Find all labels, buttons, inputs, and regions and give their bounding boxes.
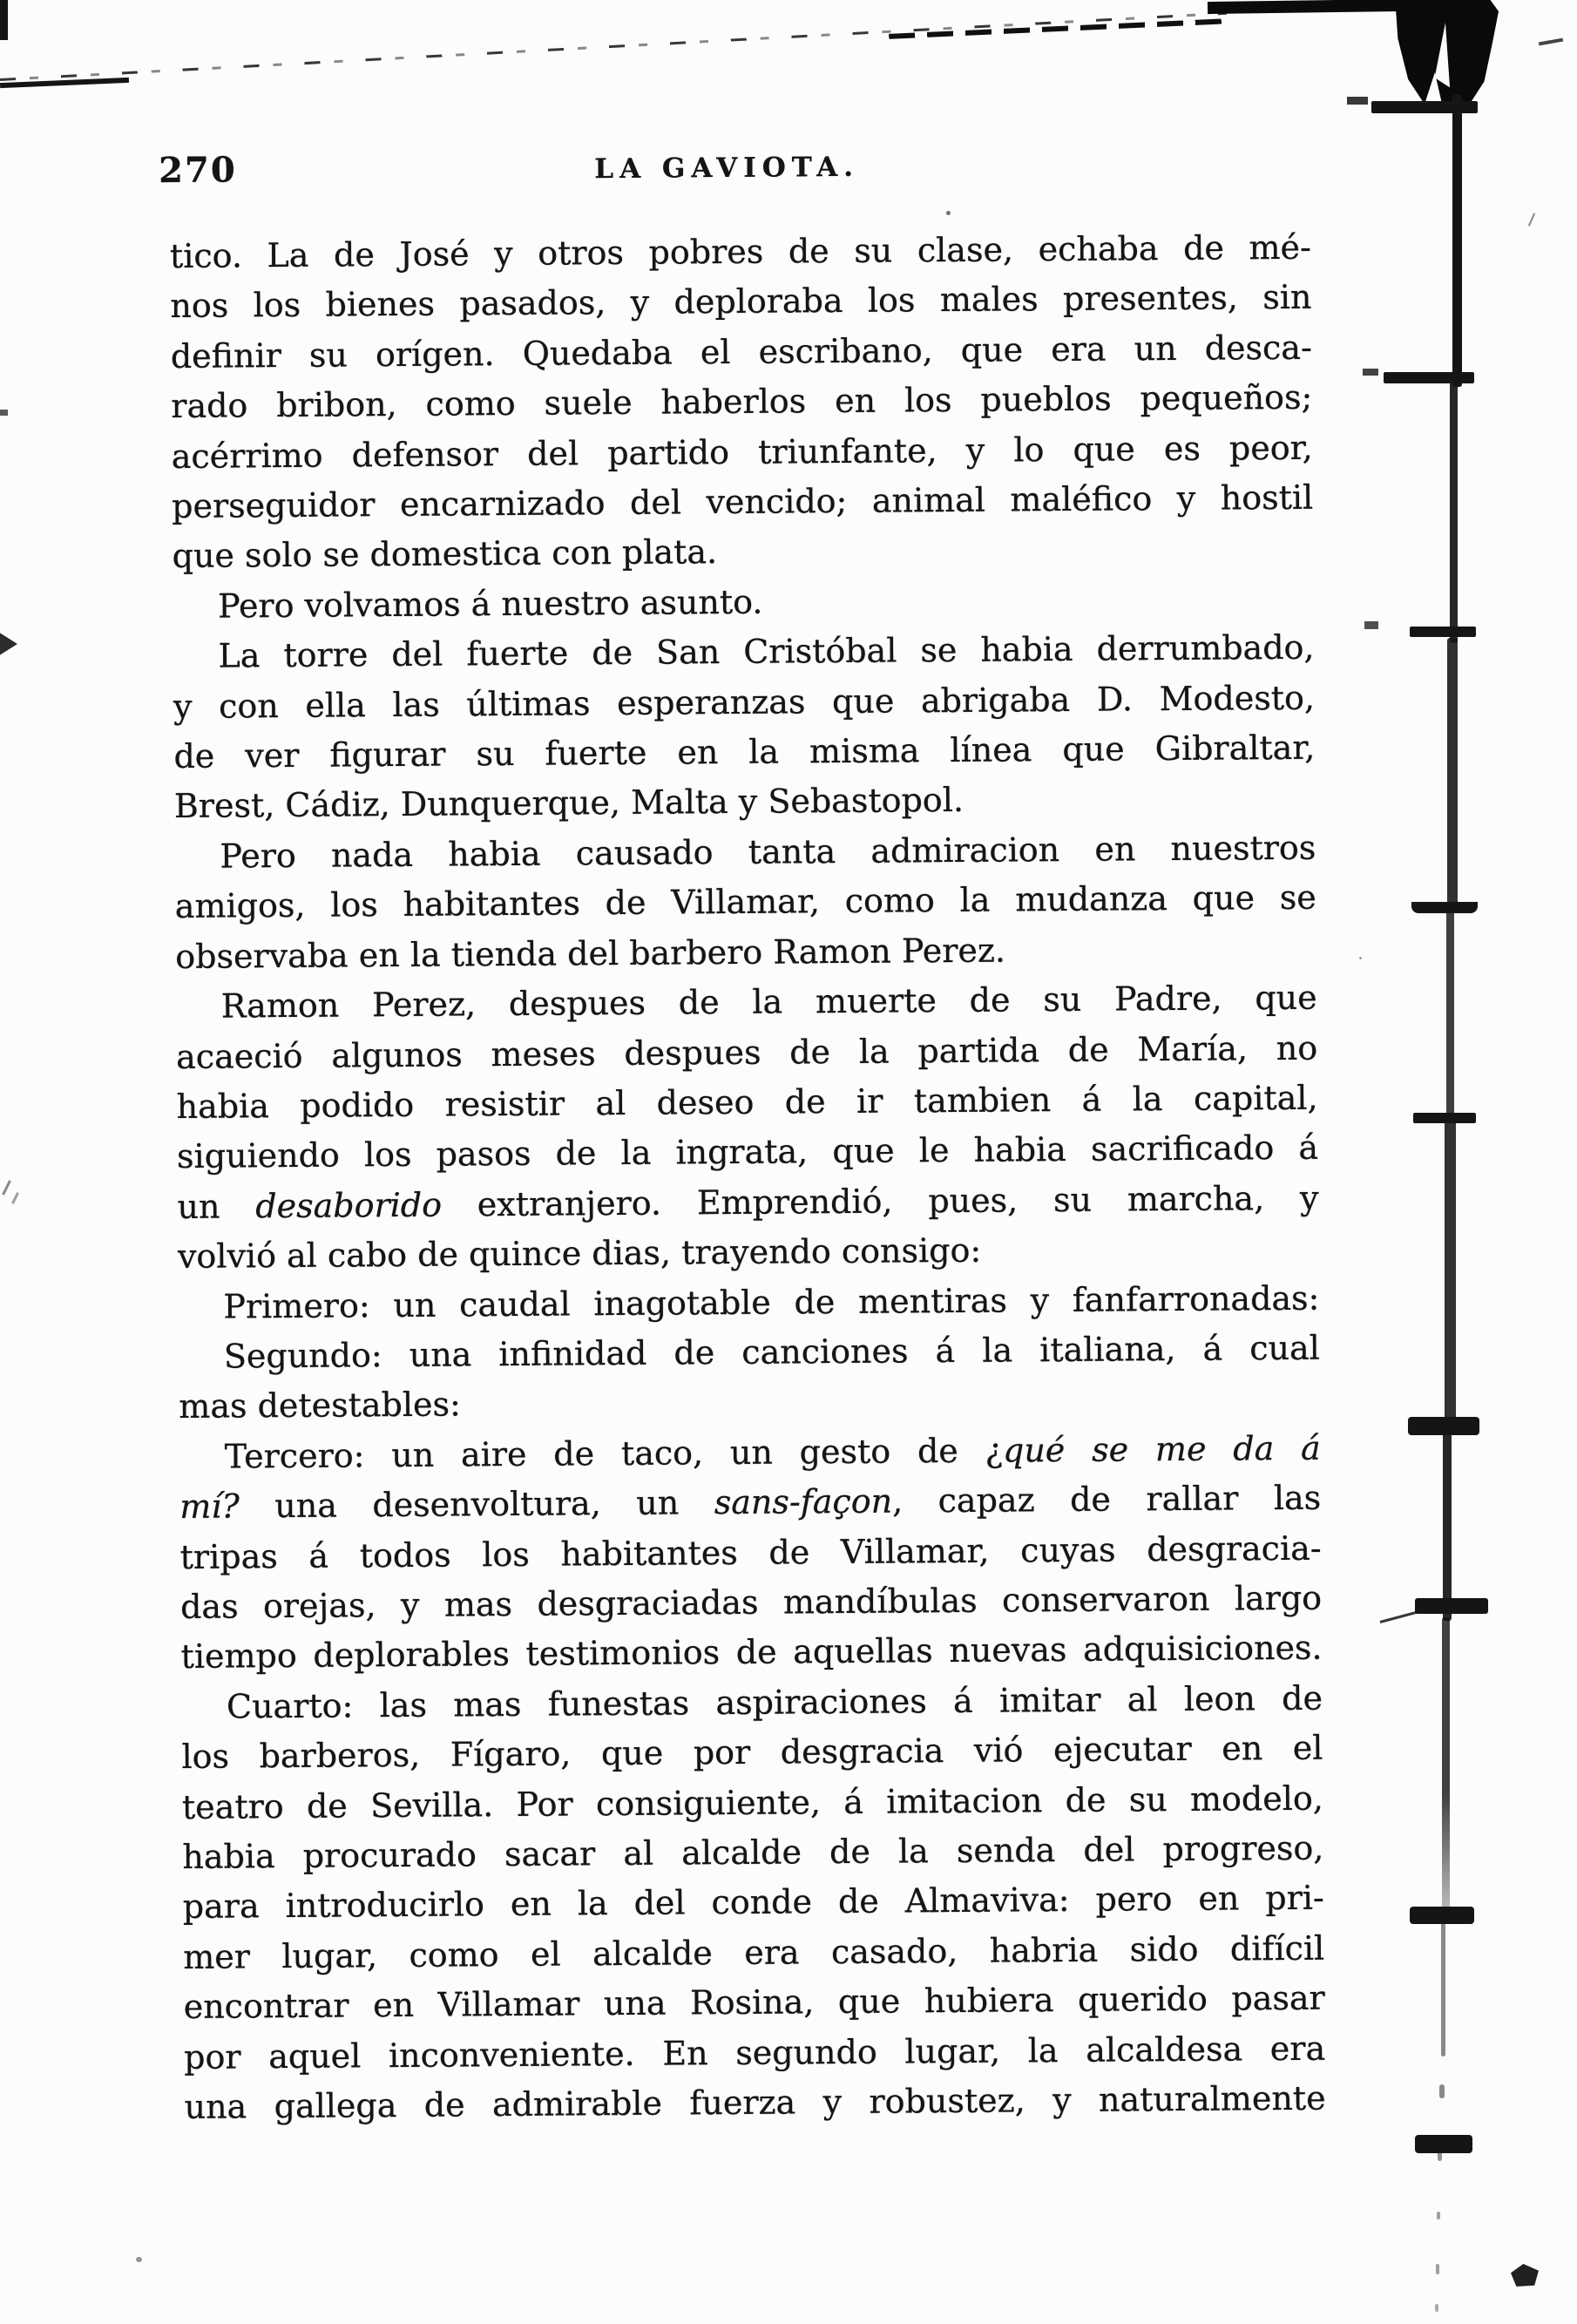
text-line — [182, 1824, 1323, 1883]
text-segment: acérrimo defensor del partido triunfante, y lo que es peor, — [171, 428, 1313, 476]
text-segment: un — [177, 1186, 256, 1226]
text-segment: Primero: un caudal inagotable de mentiras y fanfarronadas: — [223, 1278, 1320, 1326]
text-segment: que solo se domestica con plata. — [172, 532, 718, 576]
right-scratch — [1528, 213, 1535, 226]
text-segment: una gallega de admirable fuerza y robustez, y naturalmente — [184, 2078, 1326, 2126]
page-number: 270 — [158, 149, 237, 192]
left-edge-mark — [0, 0, 8, 40]
text-segment: observaba en la tienda del barbero Ramon Perez. — [175, 931, 1006, 976]
left-scratch — [2, 1180, 11, 1195]
text-line — [172, 423, 1313, 482]
text-line — [173, 573, 1314, 633]
bottom-right-blob — [1511, 2264, 1539, 2287]
text-segment: nos los bienes pasados, y deploraba los males presentes, sin — [170, 278, 1312, 326]
text-line — [179, 1324, 1320, 1383]
text-segment: Tercero: un aire de taco, un gesto de ¿ — [224, 1431, 1004, 1476]
text-line — [170, 273, 1311, 332]
text-segment: una desenvoltura, un — [239, 1483, 714, 1526]
text-line — [172, 473, 1313, 532]
text-segment: teatro de Sevilla. Por consiguiente, á imitacion de su modelo, — [181, 1779, 1324, 1826]
binding-rod-segment — [1452, 94, 1462, 387]
binding-tick — [1411, 902, 1478, 913]
text-segment: , capaz de rallar las — [891, 1478, 1322, 1521]
binding-rod-dot — [1439, 2084, 1445, 2098]
text-line — [184, 1974, 1325, 2033]
text-line — [177, 1173, 1318, 1232]
text-line — [171, 373, 1312, 432]
text-line — [184, 2023, 1325, 2083]
text-segment: extranjero. Emprendió, pues, su marcha, y — [441, 1178, 1319, 1224]
text-segment: Cuarto: las mas funestas aspiraciones á imitar al leon de — [226, 1678, 1323, 1726]
text-line — [177, 1123, 1318, 1182]
scan-speckle — [1359, 957, 1362, 959]
italic-text: mí? — [179, 1487, 240, 1527]
text-line — [176, 1074, 1317, 1133]
text-line — [172, 523, 1313, 582]
text-segment: y con ella las últimas esperanzas que abrigaba D. Modesto, — [173, 678, 1316, 726]
binding-tick — [1410, 627, 1476, 637]
text-segment: los barberos, Fígaro, que por desgracia vió ejecutar en el — [181, 1728, 1323, 1777]
left-edge-mark — [0, 410, 8, 416]
binding-rod-segment — [1450, 382, 1458, 643]
binding-rod-dot — [1437, 2212, 1440, 2219]
text-segment: Pero volvamos á nuestro asunto. — [217, 582, 763, 626]
text-segment: Segundo: una infinidad de canciones á la italiana, á cual — [223, 1328, 1321, 1376]
scan-speckle — [946, 211, 951, 215]
binding-tick-wing — [1347, 97, 1368, 105]
text-line — [173, 673, 1315, 732]
binding-tick — [1384, 372, 1474, 383]
text-segment: volvió al cabo de quince dias, trayendo consigo: — [177, 1230, 982, 1277]
text-line — [174, 773, 1316, 832]
text-line — [183, 1873, 1324, 1933]
text-segment: La torre del fuerte de San Cristóbal se habia derrumbado, — [218, 627, 1315, 675]
text-line — [180, 1623, 1322, 1683]
text-segment: Brest, Cádiz, Dunquerque, Malta y Sebastopol. — [173, 781, 964, 826]
binding-tick-wing — [1364, 621, 1378, 629]
text-segment: das orejas, y mas desgraciadas mandíbulas conservaron largo — [179, 1578, 1323, 1626]
text-line — [174, 823, 1316, 883]
running-title: LA GAVIOTA. — [594, 151, 860, 186]
binding-rod-segment — [1441, 1907, 1445, 2056]
text-line — [175, 973, 1316, 1033]
top-right-dash — [1539, 38, 1563, 46]
text-line — [170, 223, 1311, 282]
binding-tick-wing — [1363, 369, 1378, 376]
italic-text: qué se me da á — [1002, 1428, 1321, 1470]
binding-knot — [1408, 1417, 1479, 1435]
text-segment: siguiendo los pasos de la ingrata, que le habia sacrificado á — [176, 1128, 1319, 1176]
text-line — [180, 1574, 1322, 1633]
text-segment: habia procurado sacar al alcalde de la senda del progreso, — [182, 1828, 1324, 1876]
text-line — [181, 1673, 1323, 1732]
text-line — [181, 1724, 1323, 1783]
text-segment: amigos, los habitantes de Villamar, como la mudanza que se — [174, 877, 1316, 926]
scan-speckle — [136, 2257, 142, 2262]
text-line — [183, 1923, 1324, 1982]
text-line — [178, 1223, 1319, 1283]
text-segment: Ramon Perez, despues de la muerte de su Padre, que — [220, 978, 1317, 1026]
text-segment: tiempo deplorables testimonios de aquellas nuevas adquisiciones. — [180, 1629, 1323, 1677]
text-segment: tico. La de José y otros pobres de su clase, echaba de mé- — [169, 227, 1312, 275]
text-line — [179, 1373, 1320, 1433]
body-text — [170, 223, 1326, 2133]
text-segment: acaeció algunos meses despues de la partida de María, no — [175, 1028, 1318, 1076]
text-segment: mer lugar, como el alcalde era casado, habria sido difícil — [183, 1928, 1325, 1976]
text-segment: habia podido resistir al deseo de ir tambien á la capital, — [176, 1078, 1318, 1126]
text-line — [175, 923, 1316, 982]
italic-text: desaborido — [255, 1185, 443, 1225]
text-segment: por aquel inconveniente. En segundo lugar, la alcaldesa era — [184, 2029, 1326, 2077]
text-line — [179, 1523, 1321, 1582]
text-line — [171, 323, 1312, 383]
binding-rod-segment — [1445, 1119, 1456, 1422]
left-edge-arrow-mark — [0, 631, 17, 657]
text-line — [173, 623, 1314, 682]
binding-rod-segment — [1446, 903, 1454, 1122]
text-segment: tripas á todos los habitantes de Villamar, cuyas desgracia- — [179, 1528, 1322, 1576]
text-line — [182, 1773, 1323, 1833]
binding-rod-segment — [1442, 1617, 1450, 1910]
text-line — [179, 1474, 1321, 1533]
binding-rod-segment — [1447, 638, 1458, 906]
italic-text: sans-façon — [714, 1481, 893, 1522]
text-segment: rado bribon, como suele haberlos en los pueblos pequeños; — [171, 377, 1313, 426]
text-segment: mas detestables: — [179, 1385, 462, 1426]
text-line — [173, 723, 1315, 783]
binding-knot — [1415, 2135, 1472, 2153]
binding-knot — [1410, 1907, 1474, 1924]
binding-tick — [1371, 101, 1478, 113]
text-segment: Pero nada habia causado tanta admiracion en nuestros — [220, 828, 1316, 876]
text-line — [179, 1423, 1321, 1482]
text-line — [184, 2074, 1325, 2133]
binding-rod-segment — [1443, 1419, 1452, 1621]
text-segment: encontrar en Villamar una Rosina, que hubiera querido pasar — [183, 1978, 1325, 2027]
text-line — [175, 873, 1316, 932]
text-line — [178, 1273, 1319, 1332]
text-line — [176, 1023, 1317, 1082]
text-segment: perseguidor encarnizado del vencido; animal maléfico y hostil — [172, 478, 1314, 526]
text-segment: para introducirlo en la del conde de Almaviva: pero en pri- — [182, 1879, 1324, 1927]
scan-speckle — [579, 491, 582, 495]
binding-rod-dot — [1436, 2264, 1439, 2274]
text-block — [158, 0, 1328, 2324]
left-scratch — [11, 1192, 19, 1204]
binding-tick — [1413, 1113, 1476, 1123]
binding-knot — [1415, 1598, 1488, 1614]
text-segment: definir su orígen. Quedaba el escribano, que era un desca- — [170, 328, 1312, 376]
binding-rod-dot — [1435, 2304, 1438, 2312]
text-segment: de ver figurar su fuerte en la misma línea que Gibraltar, — [173, 728, 1316, 776]
